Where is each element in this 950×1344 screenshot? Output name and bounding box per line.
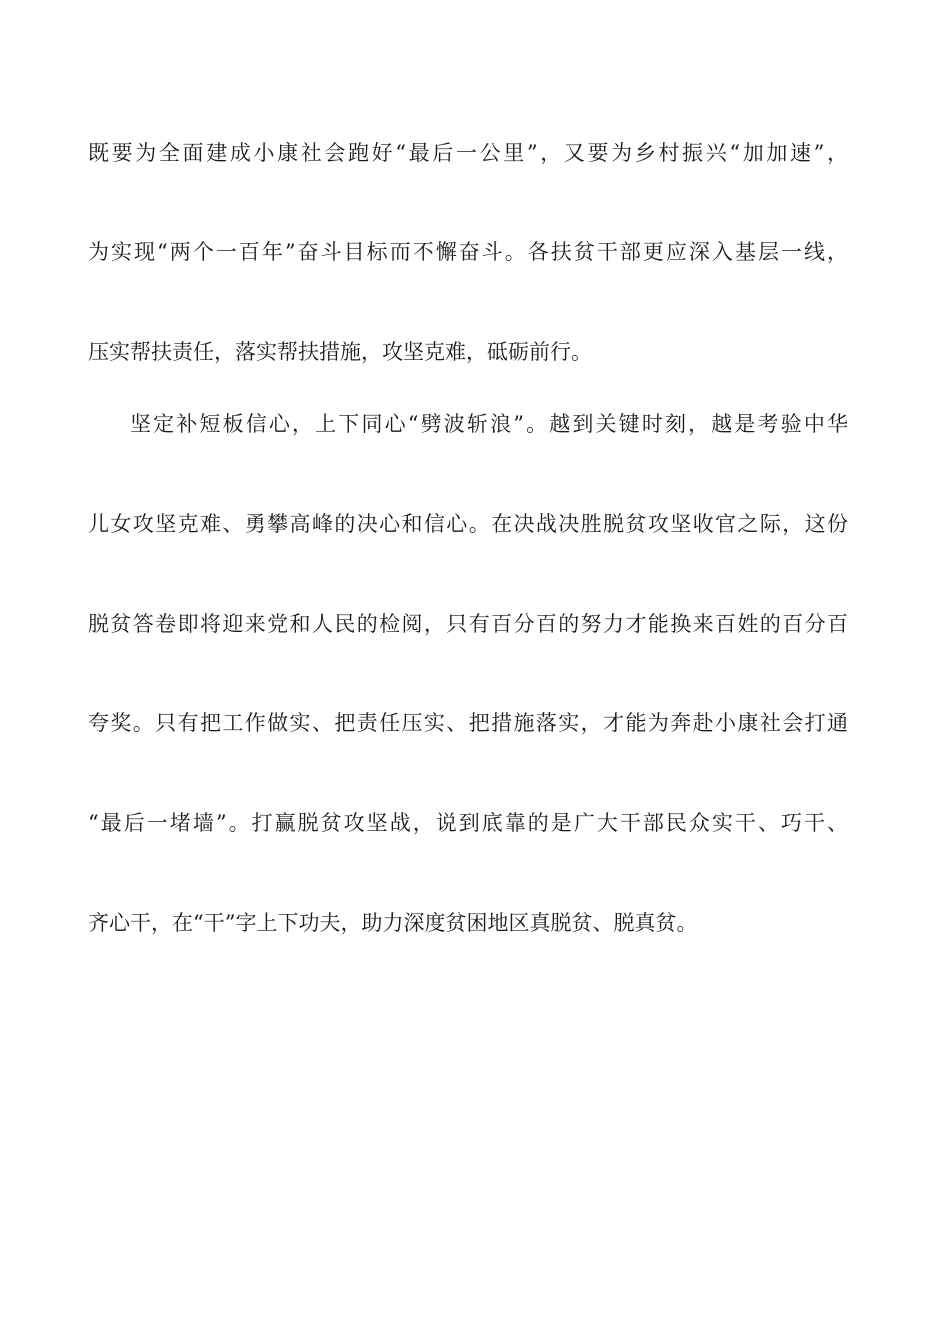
paragraph-1-line-2: 为实现“两个一百年”奋斗目标而不懈奋斗。各扶贫干部更应深入基层一线，: [88, 240, 848, 264]
paragraph-2-line-2: 儿女攻坚克难、勇攀高峰的决心和信心。在决战决胜脱贫攻坚收官之际，这份: [88, 512, 848, 536]
paragraph-2-line-4: 夸奖。只有把工作做实、把责任压实、把措施落实，才能为奔赴小康社会打通: [88, 711, 848, 735]
paragraph-1-line-3: 压实帮扶责任，落实帮扶措施，攻坚克难，砥砺前行。: [88, 340, 592, 364]
paragraph-2-line-1: 坚定补短板信心，上下同心“劈波斩浪”。越到关键时刻，越是考验中华: [130, 412, 848, 436]
paragraph-2-line-3: 脱贫答卷即将迎来党和人民的检阅，只有百分百的努力才能换来百姓的百分百: [88, 612, 848, 636]
paragraph-2-line-6: 齐心干，在“干”字上下功夫，助力深度贫困地区真脱贫、脱真贫。: [88, 911, 698, 935]
paragraph-1-line-1: 既要为全面建成小康社会跑好“最后一公里”，又要为乡村振兴“加加速”，: [88, 141, 848, 165]
paragraph-2-line-5: “最后一堵墙”。打赢脱贫攻坚战，说到底靠的是广大干部民众实干、巧干、: [88, 811, 848, 835]
